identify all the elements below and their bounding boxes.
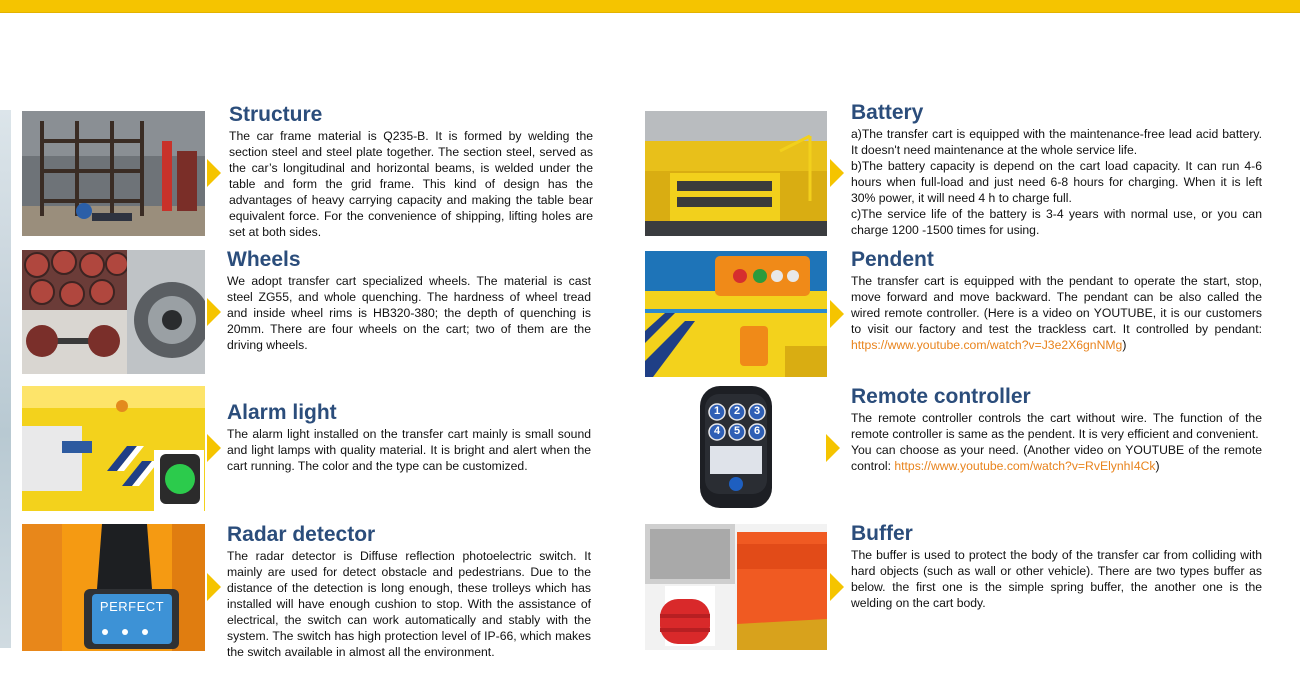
pendent-arrow	[830, 300, 844, 328]
radar-arrow	[207, 573, 221, 601]
battery-paragraph-a: a)The transfer cart is equipped with the maintenance-free lead acid battery. It doesn't need maintenance at the whole service life.	[851, 127, 1262, 157]
pendent-section	[851, 248, 1262, 353]
pendent-text	[851, 273, 1262, 353]
battery-cart-photo	[645, 111, 827, 236]
pendant-photo	[645, 251, 827, 377]
radar-paragraph: The radar detector is Diffuse reflection photoelectric switch. It mainly are used for detect obstacle and pedestrians. Due to the distance of the detection is long enough, these trolleys which has installed will have enough cushion to stop. With the assistance of electrical, the switch can work automatically and stably with the system. The switch has high protection level of IP-66, which makes the switch available in almost all the environment.	[227, 549, 591, 659]
pendent-paragraph-close: )	[1122, 338, 1127, 352]
wheels-section	[227, 248, 591, 353]
radar-photo-label: PERFECT	[99, 599, 165, 614]
radar-text	[227, 548, 591, 660]
remote-key-4: 4	[713, 425, 721, 437]
structure-section	[229, 103, 593, 240]
left-edge-photo-strip	[0, 110, 11, 648]
battery-paragraph-b: b)The battery capacity is depend on the cart load capacity. It can run 4-6 hours when full-load and just need 6-8 hours for charging. When it is left 30% power, it will need 4 h to charge full.	[851, 159, 1262, 205]
pendent-paragraph-text: The transfer cart is equipped with the pendant to operate the start, stop, move forward and move backward. The pendant can be also called the wired remote controller. (Here is a video on YOUTUBE, it is our customers to visit our factory and test the trackless cart. It controlled by pendant:	[851, 274, 1262, 336]
alarm-paragraph: The alarm light installed on the transfer cart mainly is small sound and light lamps with quality material. It is bright and alert when the cart running. The color and the type can be customized.	[227, 427, 591, 473]
remote-key-3: 3	[753, 405, 761, 417]
top-accent-line	[0, 12, 1300, 13]
buffer-title: Buffer	[851, 522, 913, 545]
remote-key-1: 1	[713, 405, 721, 417]
battery-arrow	[830, 159, 844, 187]
remote-section	[851, 385, 1262, 474]
buffer-photo	[645, 524, 827, 650]
remote-video-link[interactable]: https://www.youtube.com/watch?v=RvElynhI4Ck	[894, 459, 1156, 473]
structure-title: Structure	[229, 103, 323, 126]
battery-text	[851, 126, 1262, 238]
battery-paragraph-c: c)The service life of the battery is 3-4 years with normal use, or you can charge 1200 -1500 times for using.	[851, 207, 1262, 237]
alarm-section	[227, 401, 591, 474]
alarm-title: Alarm light	[227, 401, 337, 424]
remote-paragraph-text: You can choose as your need. (Another video on YOUTUBE of the remote control:	[851, 443, 1262, 473]
radar-detector-photo	[22, 524, 205, 651]
radar-section	[227, 523, 591, 660]
wheels-arrow	[207, 298, 221, 326]
buffer-paragraph: The buffer is used to protect the body of the transfer car from colliding with hard objects (such as wall or other vehicle). There are two types buffer as below. the first one is the simple spring buffer, the another one is the welding on the cart body.	[851, 548, 1262, 610]
buffer-section	[851, 522, 1262, 611]
remote-title: Remote controller	[851, 385, 1031, 408]
wheels-title: Wheels	[227, 248, 301, 271]
battery-section	[851, 101, 1262, 238]
structure-text	[229, 128, 593, 240]
remote-paragraph-close: )	[1155, 459, 1160, 473]
wheels-photo	[22, 250, 205, 374]
pendent-paragraph	[851, 273, 1262, 353]
alarm-text	[227, 426, 591, 474]
remote-key-6: 6	[753, 425, 761, 437]
remote-arrow	[826, 434, 840, 462]
remote-paragraph-1: The remote controller controls the cart without wire. The function of the remote controller is same as the pendent. It is very efficient and convenient.	[851, 411, 1262, 441]
pendent-video-link[interactable]: https://www.youtube.com/watch?v=J3e2X6gnNMg	[851, 338, 1123, 352]
pendent-title: Pendent	[851, 248, 934, 271]
wheels-text	[227, 273, 591, 353]
alarm-light-photo	[22, 386, 205, 511]
structure-paragraph: The car frame material is Q235-B. It is formed by welding the section steel and steel plate together. The section steel, served as the car’s longitudinal and horizontal beams, is welded under the table and form the grid frame. This kind of design has the advantages of heavy carrying capacity and making the table bear equivalent force. For the convenience of shipping, lifting holes are set at both sides.	[229, 129, 593, 239]
buffer-text	[851, 547, 1262, 611]
buffer-arrow	[830, 573, 844, 601]
wheels-paragraph: We adopt transfer cart specialized wheels. The material is cast steel ZG55, and whole quenching. The hardness of wheel tread and inside wheel rims is HB320-380; the depth of quenching is 20mm. There are four wheels on the cart; two of them are the driving wheels.	[227, 274, 591, 352]
remote-paragraph-2	[851, 442, 1262, 474]
remote-text	[851, 410, 1262, 474]
top-accent-bar	[0, 0, 1300, 12]
remote-controller-photo	[690, 384, 782, 510]
remote-key-5: 5	[733, 425, 741, 437]
battery-title: Battery	[851, 101, 924, 124]
structure-arrow	[207, 159, 221, 187]
radar-title: Radar detector	[227, 523, 376, 546]
structure-photo	[22, 111, 205, 236]
remote-key-2: 2	[733, 405, 741, 417]
alarm-arrow	[207, 434, 221, 462]
